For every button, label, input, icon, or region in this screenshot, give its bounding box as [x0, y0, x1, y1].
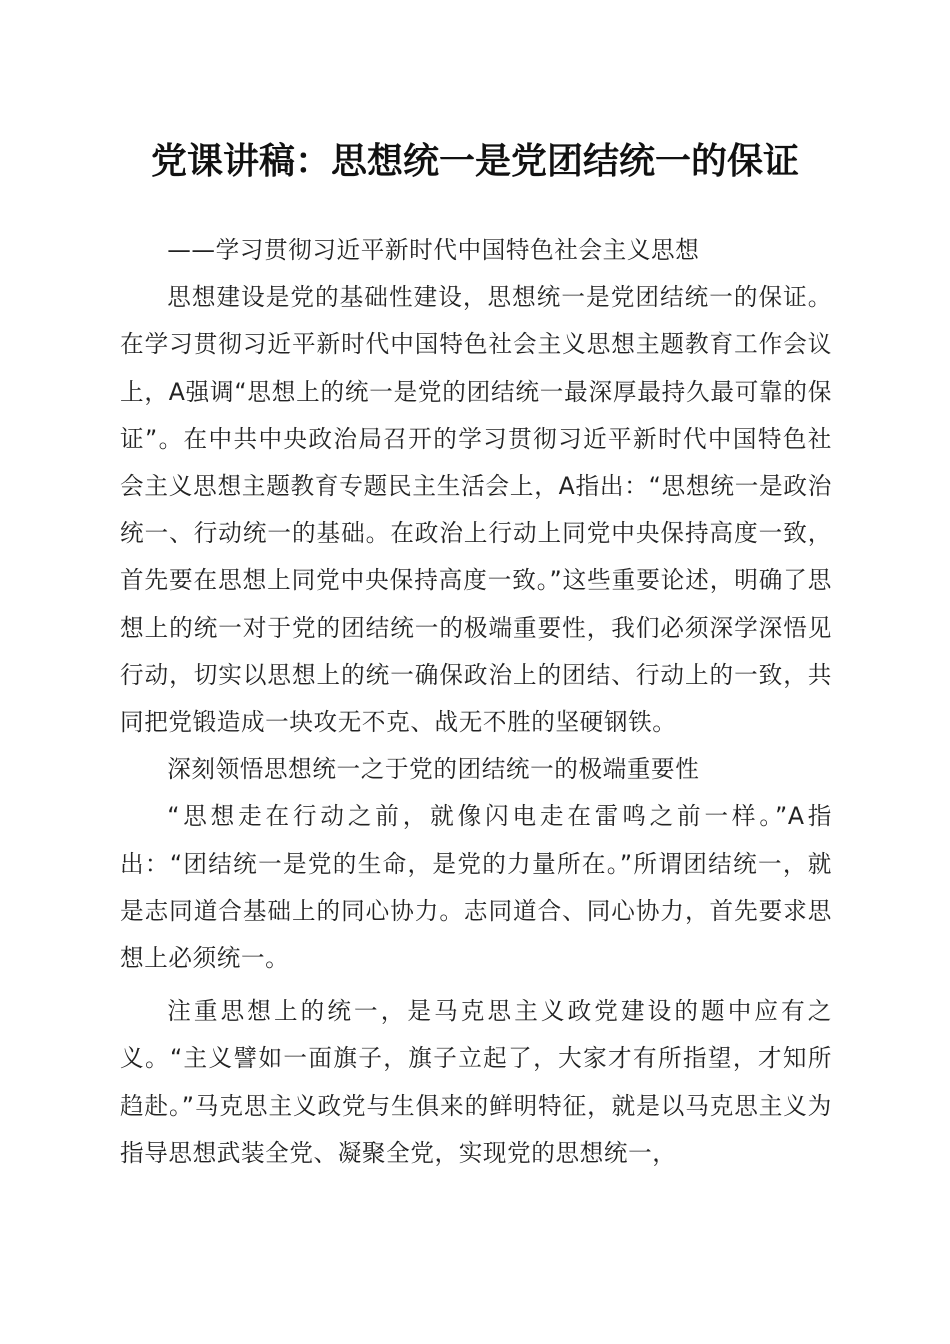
paragraph-unity-quote: “思想走在行动之前，就像闪电走在雷鸣之前一样。”A指出：“团结统一是党的生命，是党的力量所在。”所谓团结统一，就是志同道合基础上的同心协力。志同道合、同心协力，首先要求思想上必须统一。 — [120, 802, 832, 973]
document-title: 党课讲稿：思想统一是党团结统一的保证 — [150, 140, 799, 182]
subtitle-line: ——学习贯彻习近平新时代中国特色社会主义思想 — [167, 236, 700, 264]
paragraph-intro: 思想建设是党的基础性建设，思想统一是党团结统一的保证。在学习贯彻习近平新时代中国特色社会主义思想主题教育工作会议上，A强调“思想上的统一是党的团结统一最深厚最持久最可靠的保证”。在中共中央政治局召开的学习贯彻习近平新时代中国特色社会主义思想主题教育专题民主生活会上，A指出：“思想统一是政治统一、行动统一的基础。在政治上行动上同党中央保持高度一致，首先要在思想上同党中央保持高度一致。”这些重要论述，明确了思想上的统一对于党的团结统一的极端重要性，我们必须深学深悟见行动，切实以思想上的统一确保政治上的团结、行动上的一致，共同把党锻造成一块攻无不克、战无不胜的坚硬钢铁。 — [120, 283, 832, 737]
paragraph-marxist-party: 注重思想上的统一，是马克思主义政党建设的题中应有之义。“主义譬如一面旗子，旗子立起了，大家才有所指望，才知所趋赴。”马克思主义政党与生俱来的鲜明特征，就是以马克思主义为指导思想武装全党、凝聚全党，实现党的思想统一， — [120, 997, 832, 1167]
section-heading: 深刻领悟思想统一之于党的团结统一的极端重要性 — [167, 755, 700, 784]
document-body — [120, 227, 832, 1177]
